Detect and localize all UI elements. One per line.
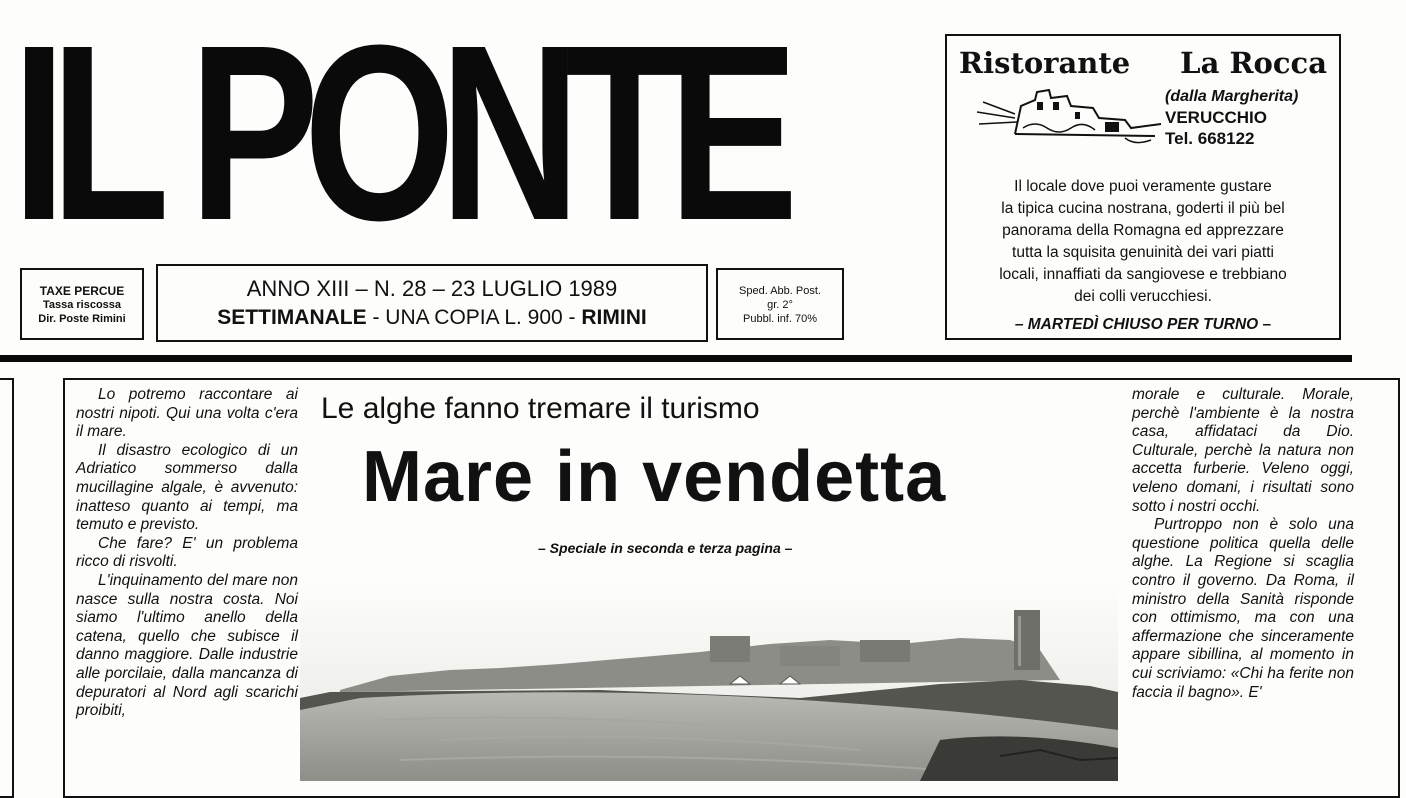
advert-copy-line: dei colli verucchiesi. — [1074, 288, 1212, 305]
masthead-rule — [0, 355, 1352, 362]
advert-subtitle: (dalla Margherita) — [1165, 88, 1299, 105]
postal-stamp-right — [716, 268, 844, 340]
advert-phone: Tel. 668122 — [1165, 129, 1255, 148]
advert-name-right: La Rocca — [1180, 46, 1327, 80]
postal-right-line2: gr. 2° — [767, 299, 793, 311]
article-paragraph: Lo potremo raccontare ai nostri nipoti. Qui una volta c'era il mare. — [76, 386, 298, 441]
advert-closing-day: – MARTEDÌ CHIUSO PER TURNO – — [1014, 316, 1272, 333]
postal-left-line3: Dir. Poste Rimini — [38, 313, 126, 325]
article-right-column — [1132, 386, 1354, 702]
issue-price-line — [158, 306, 706, 330]
advert-address — [1165, 86, 1298, 149]
advert-copy-line: Il locale dove puoi veramente gustare — [1014, 178, 1272, 195]
issue-city: RIMINI — [581, 306, 647, 329]
advert-copy-line: locali, innaffiati da sangiovese e trebbiano — [999, 266, 1287, 283]
restaurant-advert — [945, 34, 1341, 340]
article-headline: Mare in vendetta — [362, 437, 947, 517]
article-paragraph: Purtroppo non è solo una questione politica quella delle alghe. La Regione si scaglia contro il governo. Da Roma, il ministro della Sanità risponde con ottimismo, ma con una affermazione che sinceramente appare sibillina, al momento in cui scriviamo: «Chi ha ferite non faccia il bagno». E' — [1132, 516, 1354, 701]
article-paragraph: morale e culturale. Morale, perchè l'ambiente è la nostra casa, affidataci da Dio. Culturale, perchè la natura non accetta furberie. Veleno oggi, veleno domani, i risultati sono sotto i nostri occhi. — [1132, 386, 1354, 515]
postal-right-line3: Pubbl. inf. 70% — [743, 313, 817, 325]
article-kicker: Le alghe fanno tremare il turismo — [321, 392, 760, 425]
advert-copy-line: tutta la squisita genuinità dei vari piatti — [1012, 244, 1274, 261]
postal-left-line1: TAXE PERCUE — [39, 284, 125, 298]
masthead-title: IL PONTE — [12, 0, 783, 272]
article-paragraph: Il disastro ecologico di un Adriatico sommerso dalla mucillagine algale, è avvenuto: inatteso quanto ai tempi, ma temuto e previsto. — [76, 441, 298, 534]
issue-info — [156, 264, 708, 342]
issue-date-line: ANNO XIII – N. 28 – 23 LUGLIO 1989 — [246, 276, 618, 301]
advert-name-left: Ristorante — [959, 46, 1131, 80]
advert-city: VERUCCHIO — [1165, 108, 1268, 127]
advert-copy — [947, 176, 1339, 308]
advert-copy-line: la tipica cucina nostrana, goderti il più bel — [1001, 200, 1285, 217]
advert-name — [959, 46, 1327, 80]
article-left-column — [76, 386, 298, 721]
article-subhead: – Speciale in seconda e terza pagina – — [538, 540, 793, 556]
postal-stamp-left — [20, 268, 144, 340]
issue-price: - UNA COPIA L. 900 - — [366, 306, 582, 329]
article-paragraph: Che fare? E' un problema ricco di risvolti. — [76, 534, 298, 571]
seaside-photo — [300, 580, 1118, 781]
article-paragraph: L'inquinamento del mare non nasce sulla nostra costa. Noi siamo l'ultimo anello della catena, quello che subisce il danno maggiore. Dalle industrie alle porcilaie, dalla mancanza di depuratori al Nord agli scarichi proibiti, — [76, 571, 298, 720]
postal-left-line2: Tassa riscossa — [42, 299, 122, 311]
postal-right-line1: Sped. Abb. Post. — [739, 285, 821, 297]
castle-drawing — [975, 84, 1165, 148]
left-column-frame — [0, 378, 14, 798]
advert-copy-line: panorama della Romagna ed apprezzare — [1002, 222, 1284, 239]
issue-frequency: SETTIMANALE — [217, 306, 367, 329]
